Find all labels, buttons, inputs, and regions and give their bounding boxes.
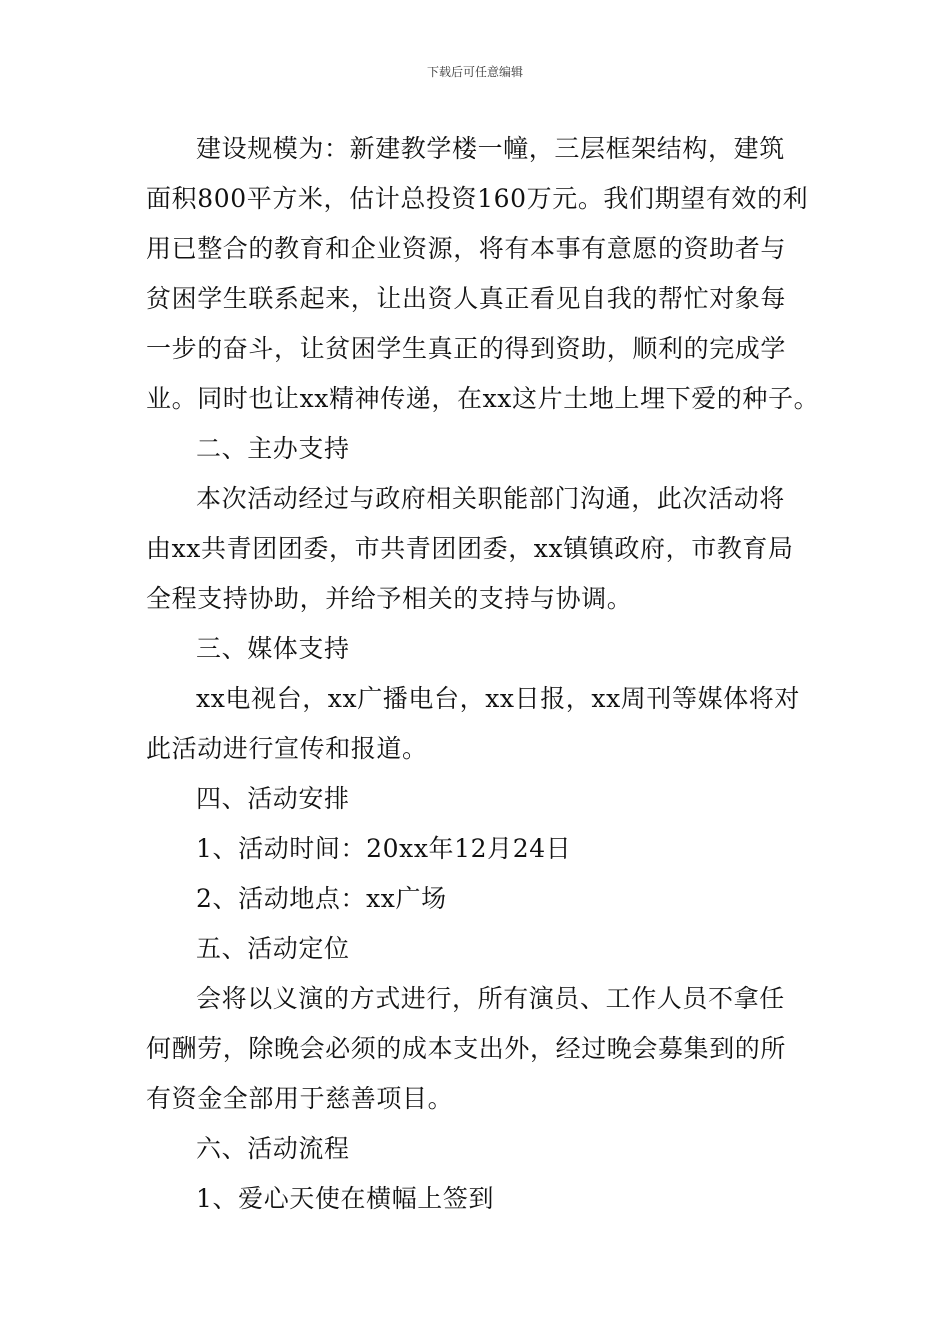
text-line: xx电视台，xx广播电台，xx日报，xx周刊等媒体将对 bbox=[196, 684, 800, 713]
text-line: 本次活动经过与政府相关职能部门沟通，此次活动将 bbox=[196, 484, 785, 513]
document-body bbox=[146, 124, 820, 1224]
list-item: 1、爱心天使在横幅上签到 bbox=[196, 1184, 495, 1213]
section-heading: 三、媒体支持 bbox=[196, 634, 350, 663]
text-line: 全程支持协助，并给予相关的支持与协调。 bbox=[146, 584, 633, 613]
list-item: 1、活动时间：20xx年12月24日 bbox=[196, 834, 572, 863]
text-line: 由xx共青团团委，市共青团团委，xx镇镇政府，市教育局 bbox=[146, 534, 794, 563]
text-line: 业。同时也让xx精神传递，在xx这片土地上埋下爱的种子。 bbox=[146, 384, 820, 413]
list-item: 2、活动地点：xx广场 bbox=[196, 884, 447, 913]
text-line: 建设规模为：新建教学楼一幢，三层框架结构，建筑 bbox=[196, 134, 785, 163]
section-heading: 二、主办支持 bbox=[196, 434, 350, 463]
text-line: 何酬劳，除晚会必须的成本支出外，经过晚会募集到的所 bbox=[146, 1034, 787, 1063]
section-heading: 四、活动安排 bbox=[196, 784, 350, 813]
text-line: 用已整合的教育和企业资源，将有本事有意愿的资助者与 bbox=[146, 234, 787, 263]
text-line: 有资金全部用于慈善项目。 bbox=[146, 1084, 454, 1113]
text-line: 此活动进行宣传和报道。 bbox=[146, 734, 428, 763]
text-line: 会将以义演的方式进行，所有演员、工作人员不拿任 bbox=[196, 984, 785, 1013]
section-heading: 五、活动定位 bbox=[196, 934, 350, 963]
text-line: 一步的奋斗，让贫困学生真正的得到资助，顺利的完成学 bbox=[146, 334, 787, 363]
page-header-note: 下载后可任意编辑 bbox=[426, 65, 523, 79]
section-heading: 六、活动流程 bbox=[196, 1134, 350, 1163]
text-line: 面积800平方米，估计总投资160万元。我们期望有效的利 bbox=[146, 184, 809, 213]
text-line: 贫困学生联系起来，让出资人真正看见自我的帮忙对象每 bbox=[146, 284, 787, 313]
